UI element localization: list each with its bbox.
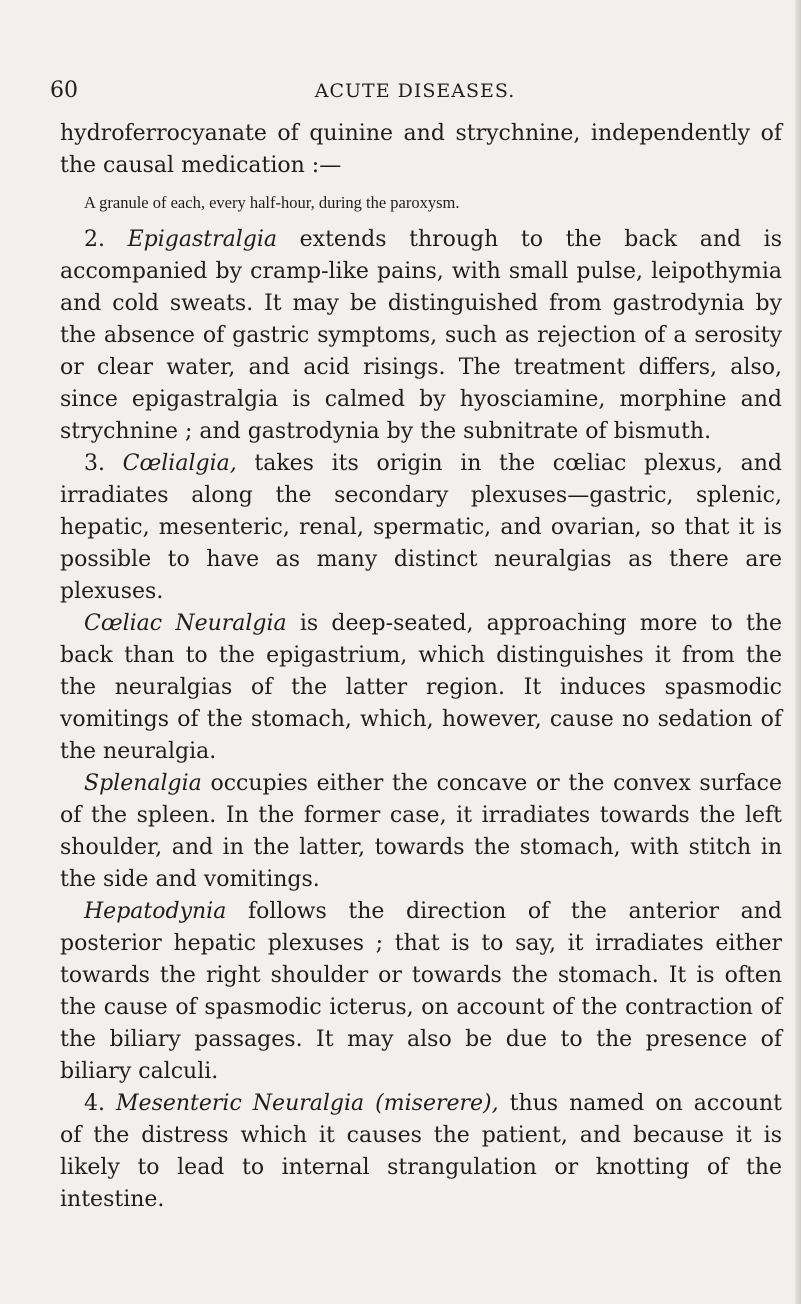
paragraph-continuation (60, 118, 782, 182)
term-epigastralgia: Epigastralgia (127, 227, 278, 252)
paragraph-text: thus named on account of the distress which it causes the patient, and because it is likely to lead to internal strangulation or knotting of the intestine. (60, 1091, 782, 1212)
paragraph-text: occupies either the concave or the convex surface of the spleen. In the former case, it irradiates towards the left shoulder, and in the latter, towards the stomach, with stitch in the side and vomitings. (60, 771, 782, 892)
paragraph-coeliac-neuralgia (60, 608, 782, 768)
term-splenalgia: Splenalgia (84, 771, 202, 796)
dose-note: A granule of each, every half-hour, during the paroxysm. (84, 193, 460, 212)
paragraph-text: hydroferrocyanate of quinine and strychnine, independently of the causal medication :— (60, 121, 782, 178)
paragraph-text: takes its origin in the cœliac plexus, and irradiates along the secondary plexuses—gastric, splenic, hepatic, mesenteric, renal, spermatic, and ovarian, so that it is possible to have as many distinct neuralgias as there are plexuses. (60, 451, 783, 604)
body-text (60, 118, 782, 1216)
section-number: 3. (84, 451, 105, 476)
section-number: 2. (84, 227, 105, 252)
section-number: 4. (84, 1091, 105, 1116)
paragraph-text: follows the direction of the anterior and posterior hepatic plexuses ; that is to say, it irradiates either towards the right shoulder or towards the stomach. It is often the cause of spasmodic icterus, on account of the contraction of the biliary passages. It may also be due to the presence of biliary calculi. (60, 899, 782, 1084)
term-coelialgia: Cœlialgia, (122, 451, 237, 476)
page-header (50, 78, 780, 108)
paragraph-mesenteric-neuralgia (60, 1088, 782, 1216)
paragraph-splenalgia (60, 768, 782, 896)
paragraph-coelialgia (60, 448, 782, 608)
term-mesenteric-neuralgia: Mesenteric Neuralgia (miserere), (116, 1091, 499, 1116)
term-hepatodynia: Hepatodynia (84, 899, 227, 924)
page-edge-shadow (795, 0, 801, 1304)
page-number: 60 (50, 78, 78, 103)
paragraph-hepatodynia (60, 896, 782, 1088)
paragraph-text: is deep-seated, approaching more to the back than to the epigastrium, which distinguishes it from the the neuralgias of the latter region. It induces spasmodic vomitings of the stomach, which, however, cause no sedation of the neuralgia. (60, 611, 783, 764)
running-title: ACUTE DISEASES. (314, 80, 516, 102)
paragraph-text: extends through to the back and is accompanied by cramp-like pains, with small pulse, leipothymia and cold sweats. It may be distinguished from gastrodynia by the absence of gastric symptoms, such as rejection of a serosity or clear water, and acid risings. The treatment differs, also, since epigastralgia is calmed by hyosciamine, morphine and strychnine ; and gastrodynia by the subnitrate of bismuth. (60, 227, 783, 444)
paragraph-epigastralgia (60, 224, 782, 448)
term-coeliac-neuralgia: Cœliac Neuralgia (84, 611, 287, 636)
